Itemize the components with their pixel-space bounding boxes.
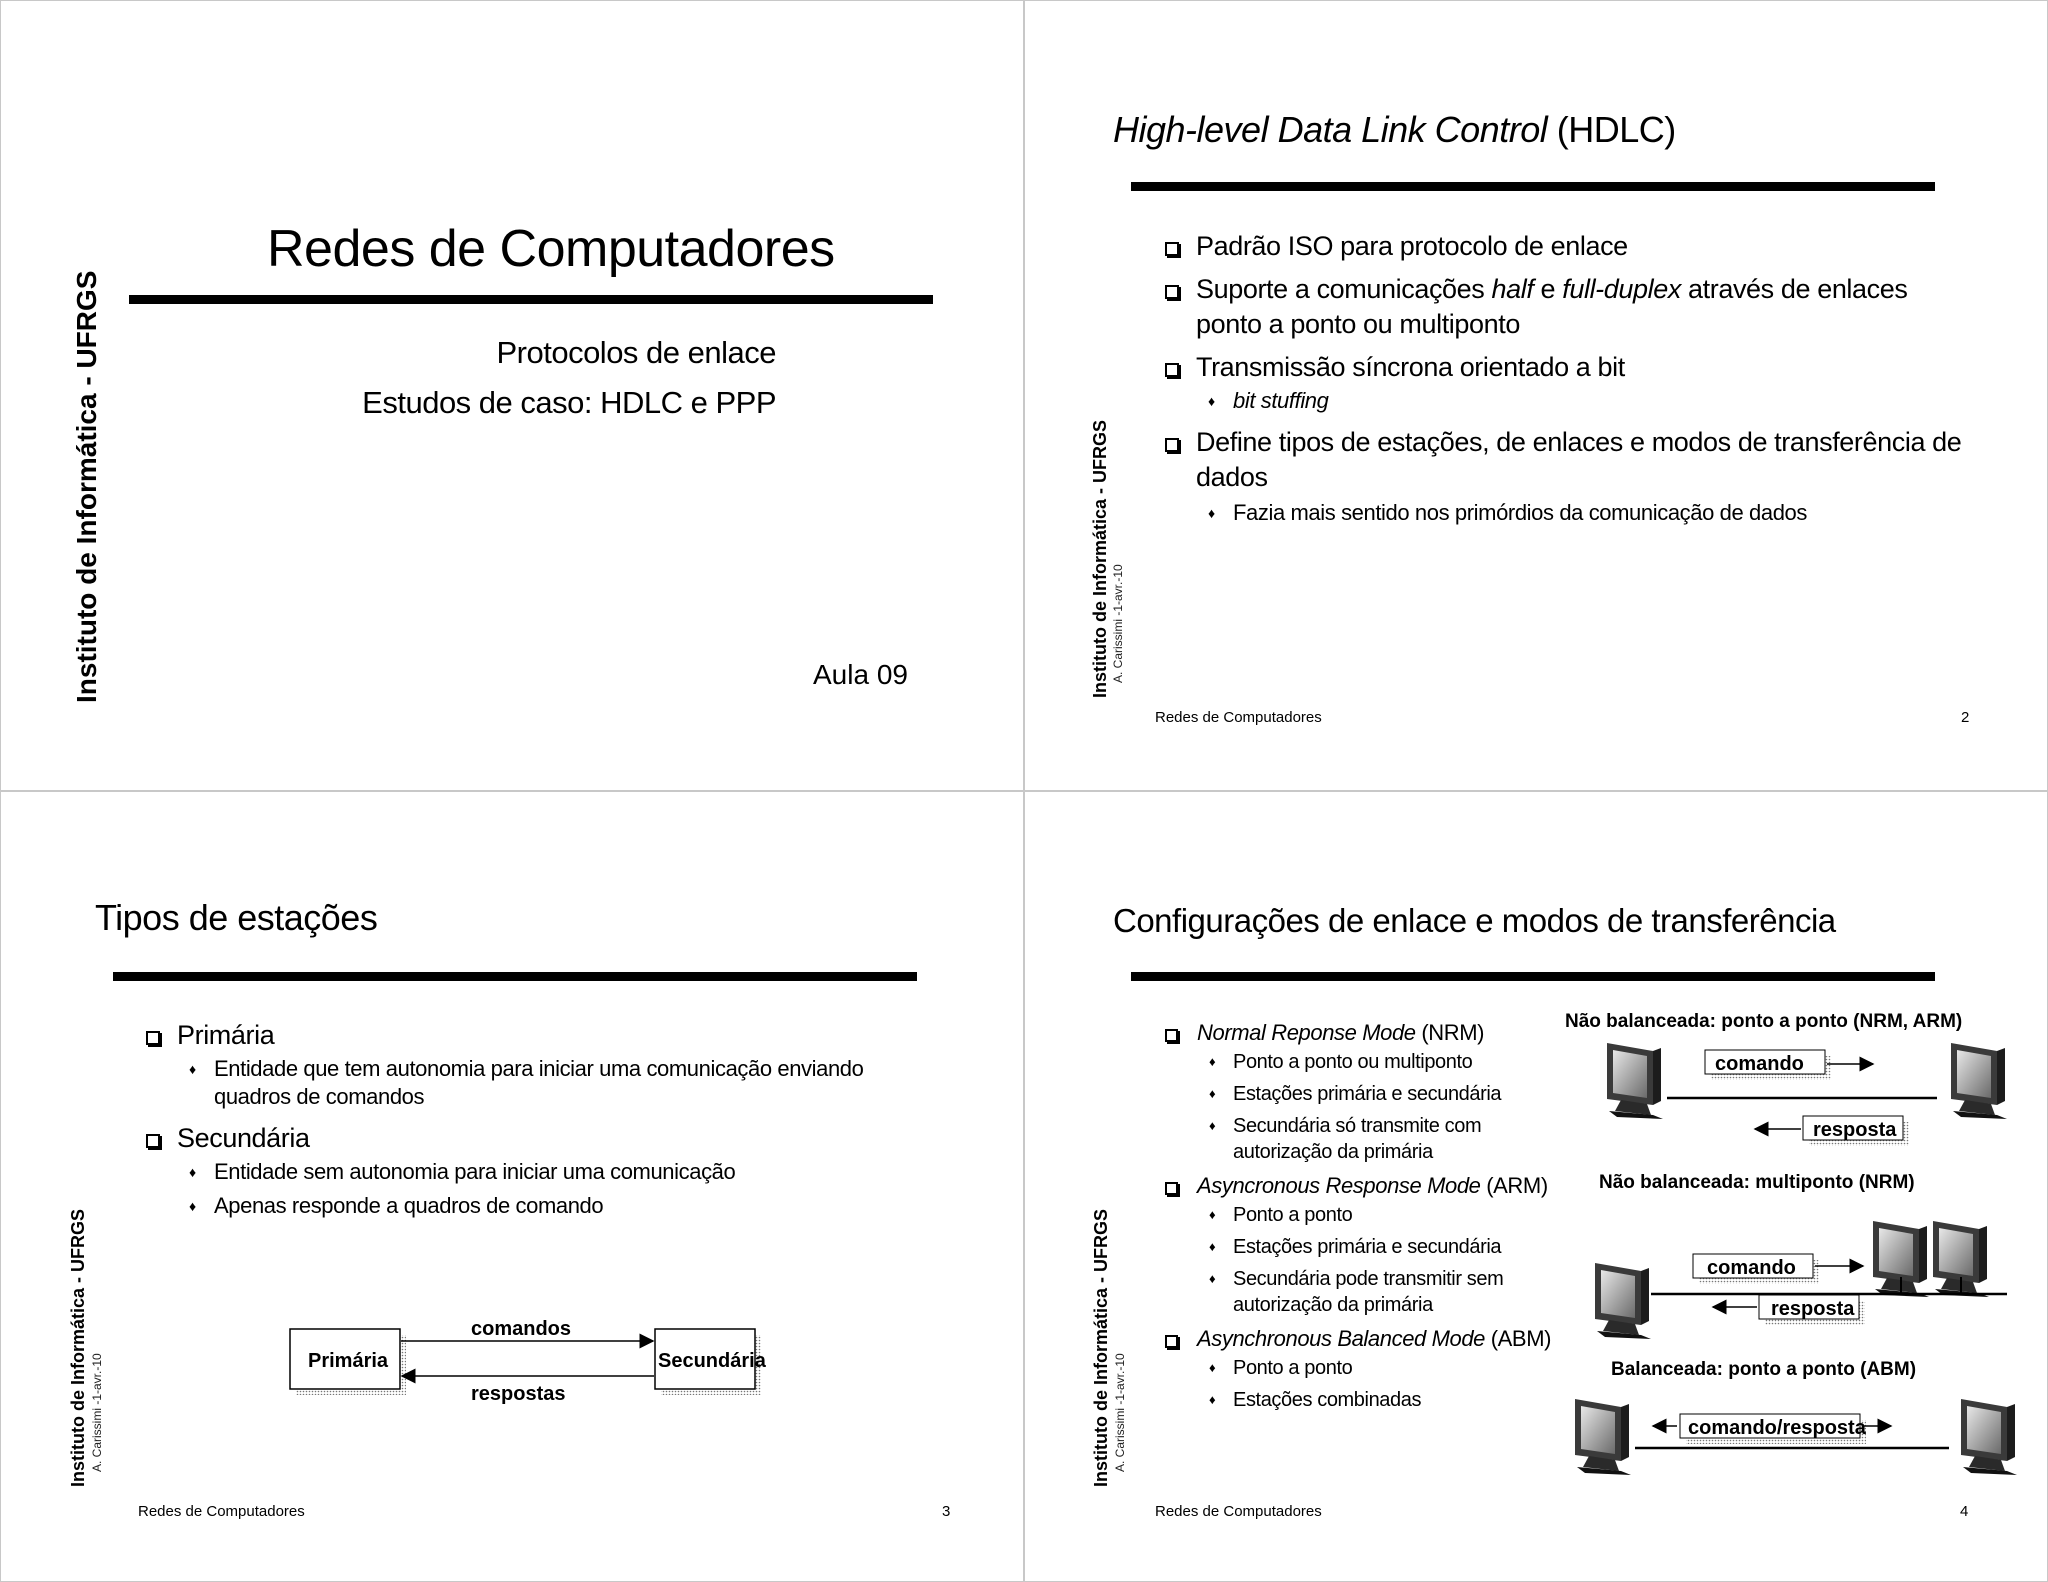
responses-label: respostas <box>471 1383 566 1405</box>
link-configuration-diagrams <box>1555 1007 2035 1547</box>
footer-text: Redes de Computadores <box>138 1503 305 1520</box>
side-sub-label: A. Carissimi -1-avr.-10 <box>1113 1353 1127 1472</box>
mode-item-arm: Asyncronous Response Mode (ARM) <box>1161 1171 1561 1200</box>
slide-4 <box>1024 791 2048 1582</box>
subtitle-2: Estudos de caso: HDLC e PPP <box>362 385 776 420</box>
bullet-item: Padrão ISO para protocolo de enlace <box>1163 229 1963 264</box>
computer-icon <box>1961 1399 2017 1475</box>
slide-2 <box>1024 0 2048 791</box>
title-rule <box>1131 182 1935 191</box>
mode-item-nrm: Normal Reponse Mode (NRM) <box>1161 1018 1561 1047</box>
slide-title: Redes de Computadores <box>267 220 835 278</box>
side-label: Instituto de Informática - UFRGS <box>1091 1208 1111 1487</box>
slide-title: Configurações de enlace e modos de transferência <box>1113 902 1836 939</box>
title-rule <box>1131 972 1935 981</box>
title-rule <box>113 972 917 981</box>
bullet-list <box>1163 229 1963 533</box>
computer-icon <box>1595 1263 1651 1339</box>
sub-bullet-item: ♦ Ponto a ponto <box>1161 1202 1561 1228</box>
slide-3 <box>0 791 1024 1582</box>
response-label: resposta <box>1771 1298 1855 1320</box>
page-number: 2 <box>1961 709 1970 726</box>
sub-bullet-item: ♦ Secundária só transmite com autorização da primária <box>1161 1113 1561 1165</box>
lecture-number: Aula 09 <box>813 659 908 690</box>
computer-icon <box>1607 1043 1663 1119</box>
mode-list <box>1161 1018 1561 1419</box>
response-label: resposta <box>1813 1119 1897 1141</box>
side-label: Instituto de Informática - UFRGS <box>1090 419 1110 698</box>
page-number: 4 <box>1960 1503 1969 1520</box>
slide-title: Tipos de estações <box>95 897 378 938</box>
title-italic: High-level Data Link Control <box>1113 109 1548 150</box>
primary-label: Primária <box>308 1350 389 1372</box>
computer-icon <box>1951 1043 2007 1119</box>
mode-item-abm: Asynchronous Balanced Mode (ABM) <box>1161 1324 1561 1353</box>
sub-bullet-item: ♦ Apenas responde a quadros de comando <box>144 1192 944 1220</box>
computer-icon <box>1575 1399 1631 1475</box>
title-rest: (HDLC) <box>1547 109 1676 150</box>
commands-label: comandos <box>471 1318 572 1340</box>
sub-bullet-item: ♦ Fazia mais sentido nos primórdios da comunicação de dados <box>1163 499 1963 527</box>
footer-text: Redes de Computadores <box>1155 1503 1322 1520</box>
bullet-item: Secundária <box>144 1121 944 1156</box>
bullet-list <box>144 1018 944 1226</box>
bullet-item: Suporte a comunicações half e full-duplex através de enlaces ponto a ponto ou multiponto <box>1163 272 1963 342</box>
command-label: comando <box>1715 1053 1804 1075</box>
command-label: comando <box>1707 1257 1796 1279</box>
page-number: 3 <box>942 1503 951 1520</box>
bullet-item: Define tipos de estações, de enlaces e modos de transferência de dados <box>1163 425 1963 495</box>
slide-1 <box>0 0 1024 791</box>
side-label: Instituto de Informática - UFRGS <box>71 270 102 703</box>
side-sub-label: A. Carissimi -1-avr.-10 <box>90 1353 104 1472</box>
diagram-3-title: Balanceada: ponto a ponto (ABM) <box>1611 1359 1917 1380</box>
command-response-label: comando/resposta <box>1688 1417 1866 1439</box>
sub-bullet-item: ♦ Ponto a ponto <box>1161 1355 1561 1381</box>
diagram-2-title: Não balanceada: multiponto (NRM) <box>1599 1172 1915 1193</box>
title-rule <box>129 295 933 304</box>
side-sub-label: A. Carissimi -1-avr.-10 <box>1111 564 1125 683</box>
sub-bullet-item: ♦ Ponto a ponto ou multiponto <box>1161 1049 1561 1075</box>
sub-bullet-item: ♦ Estações combinadas <box>1161 1387 1561 1413</box>
station-diagram <box>281 1312 781 1422</box>
diagram-1-title: Não balanceada: ponto a ponto (NRM, ARM) <box>1565 1011 1963 1032</box>
side-label: Instituto de Informática - UFRGS <box>68 1208 88 1487</box>
slide-title <box>1113 109 1676 151</box>
bullet-item: Primária <box>144 1018 944 1053</box>
sub-bullet-item: ♦ Estações primária e secundária <box>1161 1234 1561 1260</box>
bullet-item: Transmissão síncrona orientado a bit <box>1163 350 1963 385</box>
sub-bullet-item: ♦ Entidade que tem autonomia para iniciar uma comunicação enviando quadros de comandos <box>144 1055 944 1111</box>
footer-text: Redes de Computadores <box>1155 709 1322 726</box>
sub-bullet-item: ♦ bit stuffing <box>1163 387 1963 415</box>
secondary-label: Secundária <box>658 1350 766 1372</box>
sub-bullet-item: ♦ Estações primária e secundária <box>1161 1081 1561 1107</box>
sub-bullet-item: ♦ Secundária pode transmitir sem autorização da primária <box>1161 1266 1561 1318</box>
sub-bullet-item: ♦ Entidade sem autonomia para iniciar uma comunicação <box>144 1158 944 1186</box>
subtitle-1: Protocolos de enlace <box>496 335 776 370</box>
